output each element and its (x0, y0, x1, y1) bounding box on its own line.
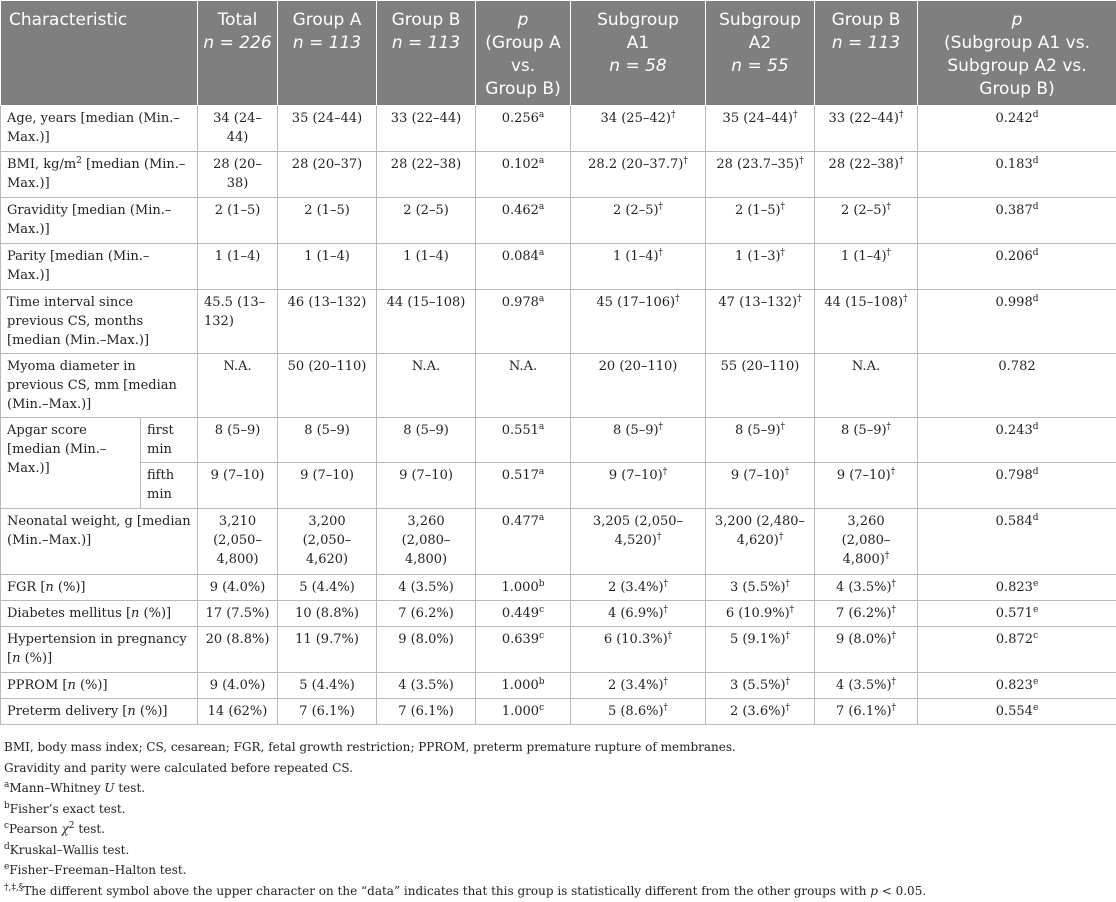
cell-total: 17 (7.5%) (198, 601, 278, 627)
cell-p-all: 0.823e (918, 673, 1116, 699)
cell-group-b-2: 9 (8.0%)† (815, 627, 918, 673)
cell-p-all: 0.782 (918, 354, 1116, 418)
cell-group-b-2: 4 (3.5%)† (815, 575, 918, 601)
footnote-symbols: †,‡,§The different symbol above the upper character on the “data” indicates that this group is statistically different from the other groups with p < 0.05. (4, 882, 927, 898)
cell-p-all: 0.206$^d$ (918, 244, 1116, 290)
cell-group-b-2: 1 (1–4)† (815, 244, 918, 290)
cell-group-b-2: 9 (7–10)† (815, 463, 918, 509)
cell-subgroup-a1: 20 (20–110) (571, 354, 706, 418)
cell-group-b: 8 (5–9) (377, 418, 476, 463)
row-label: Preterm delivery [n (%)] (1, 699, 198, 725)
cell-p-ab: N.A. (476, 354, 571, 418)
header-p-ab: p (Group A vs. Group B) (476, 1, 571, 106)
cell-group-a: 8 (5–9) (278, 418, 377, 463)
cell-group-b-2: 8 (5–9)† (815, 418, 918, 463)
cell-p-all: 0.823e (918, 575, 1116, 601)
footnote-c: $^c$Pearson $\chi^2$ test. (4, 821, 106, 836)
cell-total: 14 (62%) (198, 699, 278, 725)
cell-subgroup-a1: 1 (1–4)† (571, 244, 706, 290)
row-label: Time interval since previous CS, months [median (Min.–Max.)] (1, 290, 198, 354)
cell-p-ab: 0.084$^a$ (476, 244, 571, 290)
header-group-a: Group A n = 113 (278, 1, 377, 106)
cell-group-a: 7 (6.1%) (278, 699, 377, 725)
row-label: Age, years [median (Min.–Max.)] (1, 106, 198, 152)
cell-subgroup-a2: 5 (9.1%)† (706, 627, 815, 673)
cell-group-b-2: 2 (2–5)† (815, 198, 918, 244)
cell-group-b: 7 (6.1%) (377, 699, 476, 725)
footnote-abbreviations: BMI, body mass index; CS, cesarean; FGR, fetal growth restriction; PPROM, preterm premature rupture of membranes. (4, 740, 736, 754)
footnote-e: $^e$Fisher–Freeman–Halton test. (4, 862, 187, 877)
cell-subgroup-a2: 9 (7–10)† (706, 463, 815, 509)
header-total: Total n = 226 (198, 1, 278, 106)
cell-p-ab: 0.551$^a$ (476, 418, 571, 463)
row-label: PPROM [n (%)] (1, 673, 198, 699)
cell-subgroup-a2: 8 (5–9)† (706, 418, 815, 463)
cell-subgroup-a1: 9 (7–10)† (571, 463, 706, 509)
header-subgroup-a1: Subgroup A1 n = 58 (571, 1, 706, 106)
cell-group-a: 3,200 (2,050–4,620) (278, 509, 377, 575)
table-row-pprom (1, 673, 1116, 699)
table-row-parity (1, 244, 1116, 290)
cell-group-b-2: 44 (15–108)† (815, 290, 918, 354)
cell-group-a: 28 (20–37) (278, 152, 377, 198)
cell-p-ab: 1.000$^b$ (476, 673, 571, 699)
row-label: Diabetes mellitus [n (%)] (1, 601, 198, 627)
cell-group-b-2: N.A. (815, 354, 918, 418)
cell-group-b: 7 (6.2%) (377, 601, 476, 627)
cell-subgroup-a1: 34 (25–42)† (571, 106, 706, 152)
cell-p-all: 0.584$^d$ (918, 509, 1116, 575)
cell-p-all: 0.554e (918, 699, 1116, 725)
row-label: Apgar score [median (Min.–Max.)] (1, 418, 141, 509)
footnote-b: $^b$Fisher’s exact test. (4, 800, 126, 816)
cell-subgroup-a1: 2 (3.4%)† (571, 673, 706, 699)
cell-p-all: 0.183$^d$ (918, 152, 1116, 198)
table-row-fgr (1, 575, 1116, 601)
cell-group-a: 11 (9.7%) (278, 627, 377, 673)
cell-group-b-2: 7 (6.1%)† (815, 699, 918, 725)
cell-group-b: 4 (3.5%) (377, 673, 476, 699)
cell-group-b-2: 7 (6.2%)† (815, 601, 918, 627)
table-row-preterm (1, 699, 1116, 725)
cell-p-all: 0.798$^d$ (918, 463, 1116, 509)
table-row-age (1, 106, 1116, 152)
cell-subgroup-a1: 6 (10.3%)† (571, 627, 706, 673)
cell-group-b: 1 (1–4) (377, 244, 476, 290)
cell-p-ab: 0.449$^c$ (476, 601, 571, 627)
cell-group-a: 2 (1–5) (278, 198, 377, 244)
cell-total: 45.5 (13–132) (198, 290, 278, 354)
cell-subgroup-a1: 3,205 (2,050–4,520)† (571, 509, 706, 575)
table-row-bmi (1, 152, 1116, 198)
cell-total: 9 (7–10) (198, 463, 278, 509)
cell-total: 1 (1–4) (198, 244, 278, 290)
header-characteristic: Characteristic (1, 1, 198, 106)
cell-subgroup-a2: 3 (5.5%)† (706, 575, 815, 601)
cell-group-b-2: 28 (22–38)† (815, 152, 918, 198)
cell-total: 2 (1–5) (198, 198, 278, 244)
cell-subgroup-a2: 35 (24–44)† (706, 106, 815, 152)
cell-group-b: 4 (3.5%) (377, 575, 476, 601)
cell-p-ab: 1.000$^b$ (476, 575, 571, 601)
cell-p-all: 0.243$^d$ (918, 418, 1116, 463)
cell-p-ab: 0.477$^a$ (476, 509, 571, 575)
cell-subgroup-a2: 28 (23.7–35)† (706, 152, 815, 198)
cell-total: 28 (20–38) (198, 152, 278, 198)
cell-subgroup-a2: 1 (1–3)† (706, 244, 815, 290)
cell-group-a: 35 (24–44) (278, 106, 377, 152)
cell-p-all: 0.872$^c$ (918, 627, 1116, 673)
cell-group-a: 10 (8.8%) (278, 601, 377, 627)
cell-p-ab: 0.978$^a$ (476, 290, 571, 354)
cell-total: 8 (5–9) (198, 418, 278, 463)
cell-group-a: 9 (7–10) (278, 463, 377, 509)
cell-group-b-2: 3,260 (2,080–4,800)† (815, 509, 918, 575)
cell-p-ab: 0.462$^a$ (476, 198, 571, 244)
header-subgroup-a2: Subgroup A2 n = 55 (706, 1, 815, 106)
cell-group-a: 5 (4.4%) (278, 575, 377, 601)
row-sublabel: fifth min (141, 463, 198, 509)
cell-total: 20 (8.8%) (198, 627, 278, 673)
cell-subgroup-a2: 47 (13–132)† (706, 290, 815, 354)
table-row-gravidity (1, 198, 1116, 244)
cell-p-ab: 0.639$^c$ (476, 627, 571, 673)
table-row-interval (1, 290, 1116, 354)
cell-group-a: 46 (13–132) (278, 290, 377, 354)
cell-p-all: 0.242$^d$ (918, 106, 1116, 152)
cell-subgroup-a2: 55 (20–110) (706, 354, 815, 418)
cell-subgroup-a2: 2 (3.6%)† (706, 699, 815, 725)
cell-p-ab: 0.256$^a$ (476, 106, 571, 152)
row-label: Myoma diameter in previous CS, mm [median (Min.–Max.)] (1, 354, 198, 418)
cell-group-a: 5 (4.4%) (278, 673, 377, 699)
cell-group-a: 50 (20–110) (278, 354, 377, 418)
cell-group-b-2: 33 (22–44)† (815, 106, 918, 152)
row-label: Parity [median (Min.–Max.)] (1, 244, 198, 290)
row-label: FGR [n (%)] (1, 575, 198, 601)
row-sublabel: first min (141, 418, 198, 463)
cell-subgroup-a1: 45 (17–106)† (571, 290, 706, 354)
cell-total: 3,210 (2,050–4,800) (198, 509, 278, 575)
cell-p-all: 0.998$^d$ (918, 290, 1116, 354)
cell-p-all: 0.387$^d$ (918, 198, 1116, 244)
cell-subgroup-a2: 3 (5.5%)† (706, 673, 815, 699)
cell-subgroup-a2: 2 (1–5)† (706, 198, 815, 244)
header-group-b-2: Group B n = 113 (815, 1, 918, 106)
cell-subgroup-a1: 5 (8.6%)† (571, 699, 706, 725)
cell-group-b-2: 4 (3.5%)† (815, 673, 918, 699)
cell-subgroup-a1: 4 (6.9%)† (571, 601, 706, 627)
row-label: Gravidity [median (Min.–Max.)] (1, 198, 198, 244)
row-label: Neonatal weight, g [median (Min.–Max.)] (1, 509, 198, 575)
cell-subgroup-a1: 2 (3.4%)† (571, 575, 706, 601)
cell-total: N.A. (198, 354, 278, 418)
cell-subgroup-a1: 2 (2–5)† (571, 198, 706, 244)
cell-subgroup-a1: 28.2 (20–37.7)† (571, 152, 706, 198)
cell-total: 9 (4.0%) (198, 575, 278, 601)
header-row (1, 1, 1116, 106)
footnote-a: $^a$Mann–Whitney U test. (4, 780, 146, 795)
cell-group-b: 9 (8.0%) (377, 627, 476, 673)
table-footnotes (4, 737, 1112, 901)
table-row-diabetes (1, 601, 1116, 627)
cell-p-ab: 1.000$^c$ (476, 699, 571, 725)
table-row-myoma (1, 354, 1116, 418)
cell-subgroup-a1: 8 (5–9)† (571, 418, 706, 463)
footnote-gravidity: Gravidity and parity were calculated before repeated CS. (4, 760, 353, 775)
cell-subgroup-a2: 3,200 (2,480–4,620)† (706, 509, 815, 575)
cell-total: 9 (4.0%) (198, 673, 278, 699)
row-label: Hypertension in pregnancy [n (%)] (1, 627, 198, 673)
cell-group-b: 2 (2–5) (377, 198, 476, 244)
cell-subgroup-a2: 6 (10.9%)† (706, 601, 815, 627)
row-label: BMI, $kg/m^2$ [median (Min.–Max.)] (1, 152, 198, 198)
header-p-all: p (Subgroup A1 vs. Subgroup A2 vs. Group B) (918, 1, 1116, 106)
cell-p-ab: 0.102$^a$ (476, 152, 571, 198)
cell-group-b: 44 (15–108) (377, 290, 476, 354)
table-row-hypertension (1, 627, 1116, 673)
cell-p-ab: 0.517$^a$ (476, 463, 571, 509)
footnote-d: $^d$Kruskal–Wallis test. (4, 841, 130, 857)
cell-total: 34 (24–44) (198, 106, 278, 152)
cell-group-a: 1 (1–4) (278, 244, 377, 290)
table-row-apgar-first (1, 418, 1116, 463)
cell-group-b: 3,260 (2,080–4,800) (377, 509, 476, 575)
cell-group-b: 28 (22–38) (377, 152, 476, 198)
cell-p-all: 0.571e (918, 601, 1116, 627)
cell-group-b: 9 (7–10) (377, 463, 476, 509)
cell-group-b: N.A. (377, 354, 476, 418)
header-group-b: Group B n = 113 (377, 1, 476, 106)
cell-group-b: 33 (22–44) (377, 106, 476, 152)
table-row-neonatal-weight (1, 509, 1116, 575)
table-row-apgar-fifth (1, 463, 1116, 509)
